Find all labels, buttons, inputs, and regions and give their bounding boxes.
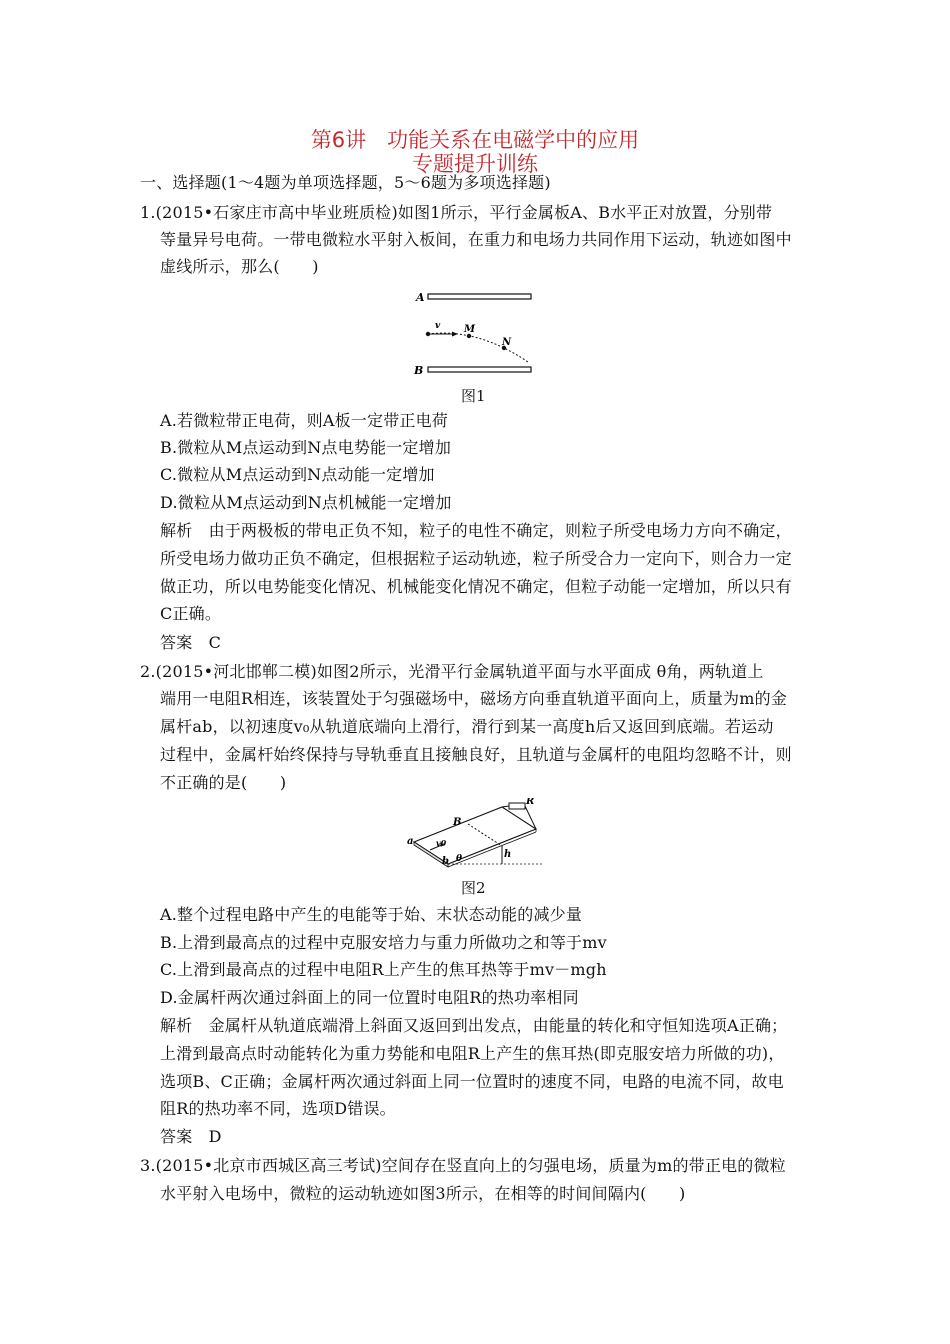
- height-label: h: [504, 849, 512, 860]
- q2-option-c: C.上滑到最高点的过程中电阻R上产生的焦耳热等于mv－mgh: [160, 960, 607, 979]
- angle-label: θ: [456, 854, 463, 864]
- q1-analysis-line: C正确。: [160, 604, 222, 623]
- q2-stem-line: 端用一电阻R相连，该装置处于匀强磁场中，磁场方向垂直轨道平面向上，质量为m的金: [160, 689, 788, 708]
- resistor-r: [509, 803, 525, 809]
- q2-option-a: A.整个过程电路中产生的电能等于始、末状态动能的减少量: [160, 905, 583, 924]
- q1-analysis-line: 做正功，所以电势能变化情况、机械能变化情况不确定，但粒子动能一定增加，所以只有: [160, 577, 792, 596]
- q1-stem-line: 1.(2015•石家庄市高中毕业班质检)如图1所示，平行金属板A、B水平正对放置，分别带: [140, 203, 773, 222]
- point-n-label: N: [502, 337, 512, 348]
- q1-analysis-line: 所受电场力做功正负不确定，但根据粒子运动轨迹，粒子所受合力一定向下，则合力一定: [160, 549, 792, 568]
- q2-analysis-line: 阻R的热功率不同，选项D错误。: [160, 1099, 396, 1118]
- q3-stem-line: 水平射入电场中，微粒的运动轨迹如图3所示，在相等的时间间隔内( ): [160, 1184, 686, 1203]
- v0-label: v0: [436, 838, 447, 848]
- arrow-head-icon: [452, 332, 458, 337]
- rod-end-a-label: a: [407, 836, 414, 847]
- q1-option-c: C.微粒从M点运动到N点动能一定增加: [160, 465, 435, 484]
- q2-analysis-line: 上滑到最高点时动能转化为重力势能和电阻R上产生的焦耳热(即克服安培力所做的功)，: [160, 1044, 785, 1063]
- page-title: 第6讲 功能关系在电磁学中的应用: [310, 128, 640, 152]
- plate-b: [428, 367, 531, 372]
- figure-2-caption: 图2: [461, 879, 486, 897]
- q2-stem-line: 过程中，金属杆始终保持与导轨垂直且接触良好，且轨道与金属杆的电阻均忽略不计，则: [160, 745, 792, 764]
- q1-answer: 答案 C: [160, 633, 222, 652]
- trajectory-curve: [428, 333, 528, 362]
- figure-1-diagram: [408, 288, 548, 378]
- field-label: B: [453, 817, 462, 828]
- q2-stem-line: 2.(2015•河北邯郸二模)如图2所示，光滑平行金属轨道平面与水平面成 θ角，两轨道上: [140, 662, 764, 681]
- resistor-label: R: [526, 798, 535, 807]
- figure-2-diagram: [406, 798, 546, 873]
- rod-end-b-label: b: [442, 856, 449, 867]
- q1-option-d: D.微粒从M点运动到N点机械能一定增加: [160, 493, 452, 512]
- q2-stem-line: 不正确的是( ): [160, 773, 287, 792]
- q1-stem-line: 虚线所示，那么( ): [160, 257, 319, 276]
- q2-stem-line: 属杆ab，以初速度v₀从轨道底端向上滑行，滑行到某一高度h后又返回到底端。若运动: [160, 717, 774, 736]
- velocity-label: v: [435, 321, 441, 331]
- q2-option-d: D.金属杆两次通过斜面上的同一位置时电阻R的热功率相同: [160, 988, 579, 1007]
- plate-a-label: A: [416, 291, 425, 304]
- q1-option-a: A.若微粒带正电荷，则A板一定带正电荷: [160, 411, 448, 430]
- q3-stem-line: 3.(2015•北京市西城区高三考试)空间存在竖直向上的匀强电场，质量为m的带正电的微粒: [140, 1156, 786, 1175]
- q1-stem-line: 等量异号电荷。一带电微粒水平射入板间，在重力和电场力共同作用下运动，轨迹如图中: [160, 230, 792, 249]
- plate-a: [428, 294, 531, 299]
- q2-option-b: B.上滑到最高点的过程中克服安培力与重力所做功之和等于mv: [160, 933, 607, 952]
- q2-analysis-line: 选项B、C正确；金属杆两次通过斜面上同一位置时的速度不同，电路的电流不同，故电: [160, 1072, 784, 1091]
- q1-option-b: B.微粒从M点运动到N点电势能一定增加: [160, 438, 452, 457]
- figure-1-caption: 图1: [461, 387, 486, 405]
- point-m-label: M: [464, 324, 476, 335]
- plate-b-label: B: [414, 364, 424, 377]
- section-heading: 一、选择题(1～4题为单项选择题，5～6题为多项选择题): [140, 173, 551, 192]
- q2-answer: 答案 D: [160, 1127, 222, 1146]
- page-subtitle: 专题提升训练: [412, 152, 538, 176]
- q1-analysis-line: 解析 由于两极板的带电正负不知，粒子的电性不确定，则粒子所受电场力方向不确定，: [160, 521, 792, 540]
- entry-point: [426, 332, 430, 336]
- q2-analysis-line: 解析 金属杆从轨道底端滑上斜面又返回到出发点，由能量的转化和守恒知选项A正确；: [160, 1016, 788, 1035]
